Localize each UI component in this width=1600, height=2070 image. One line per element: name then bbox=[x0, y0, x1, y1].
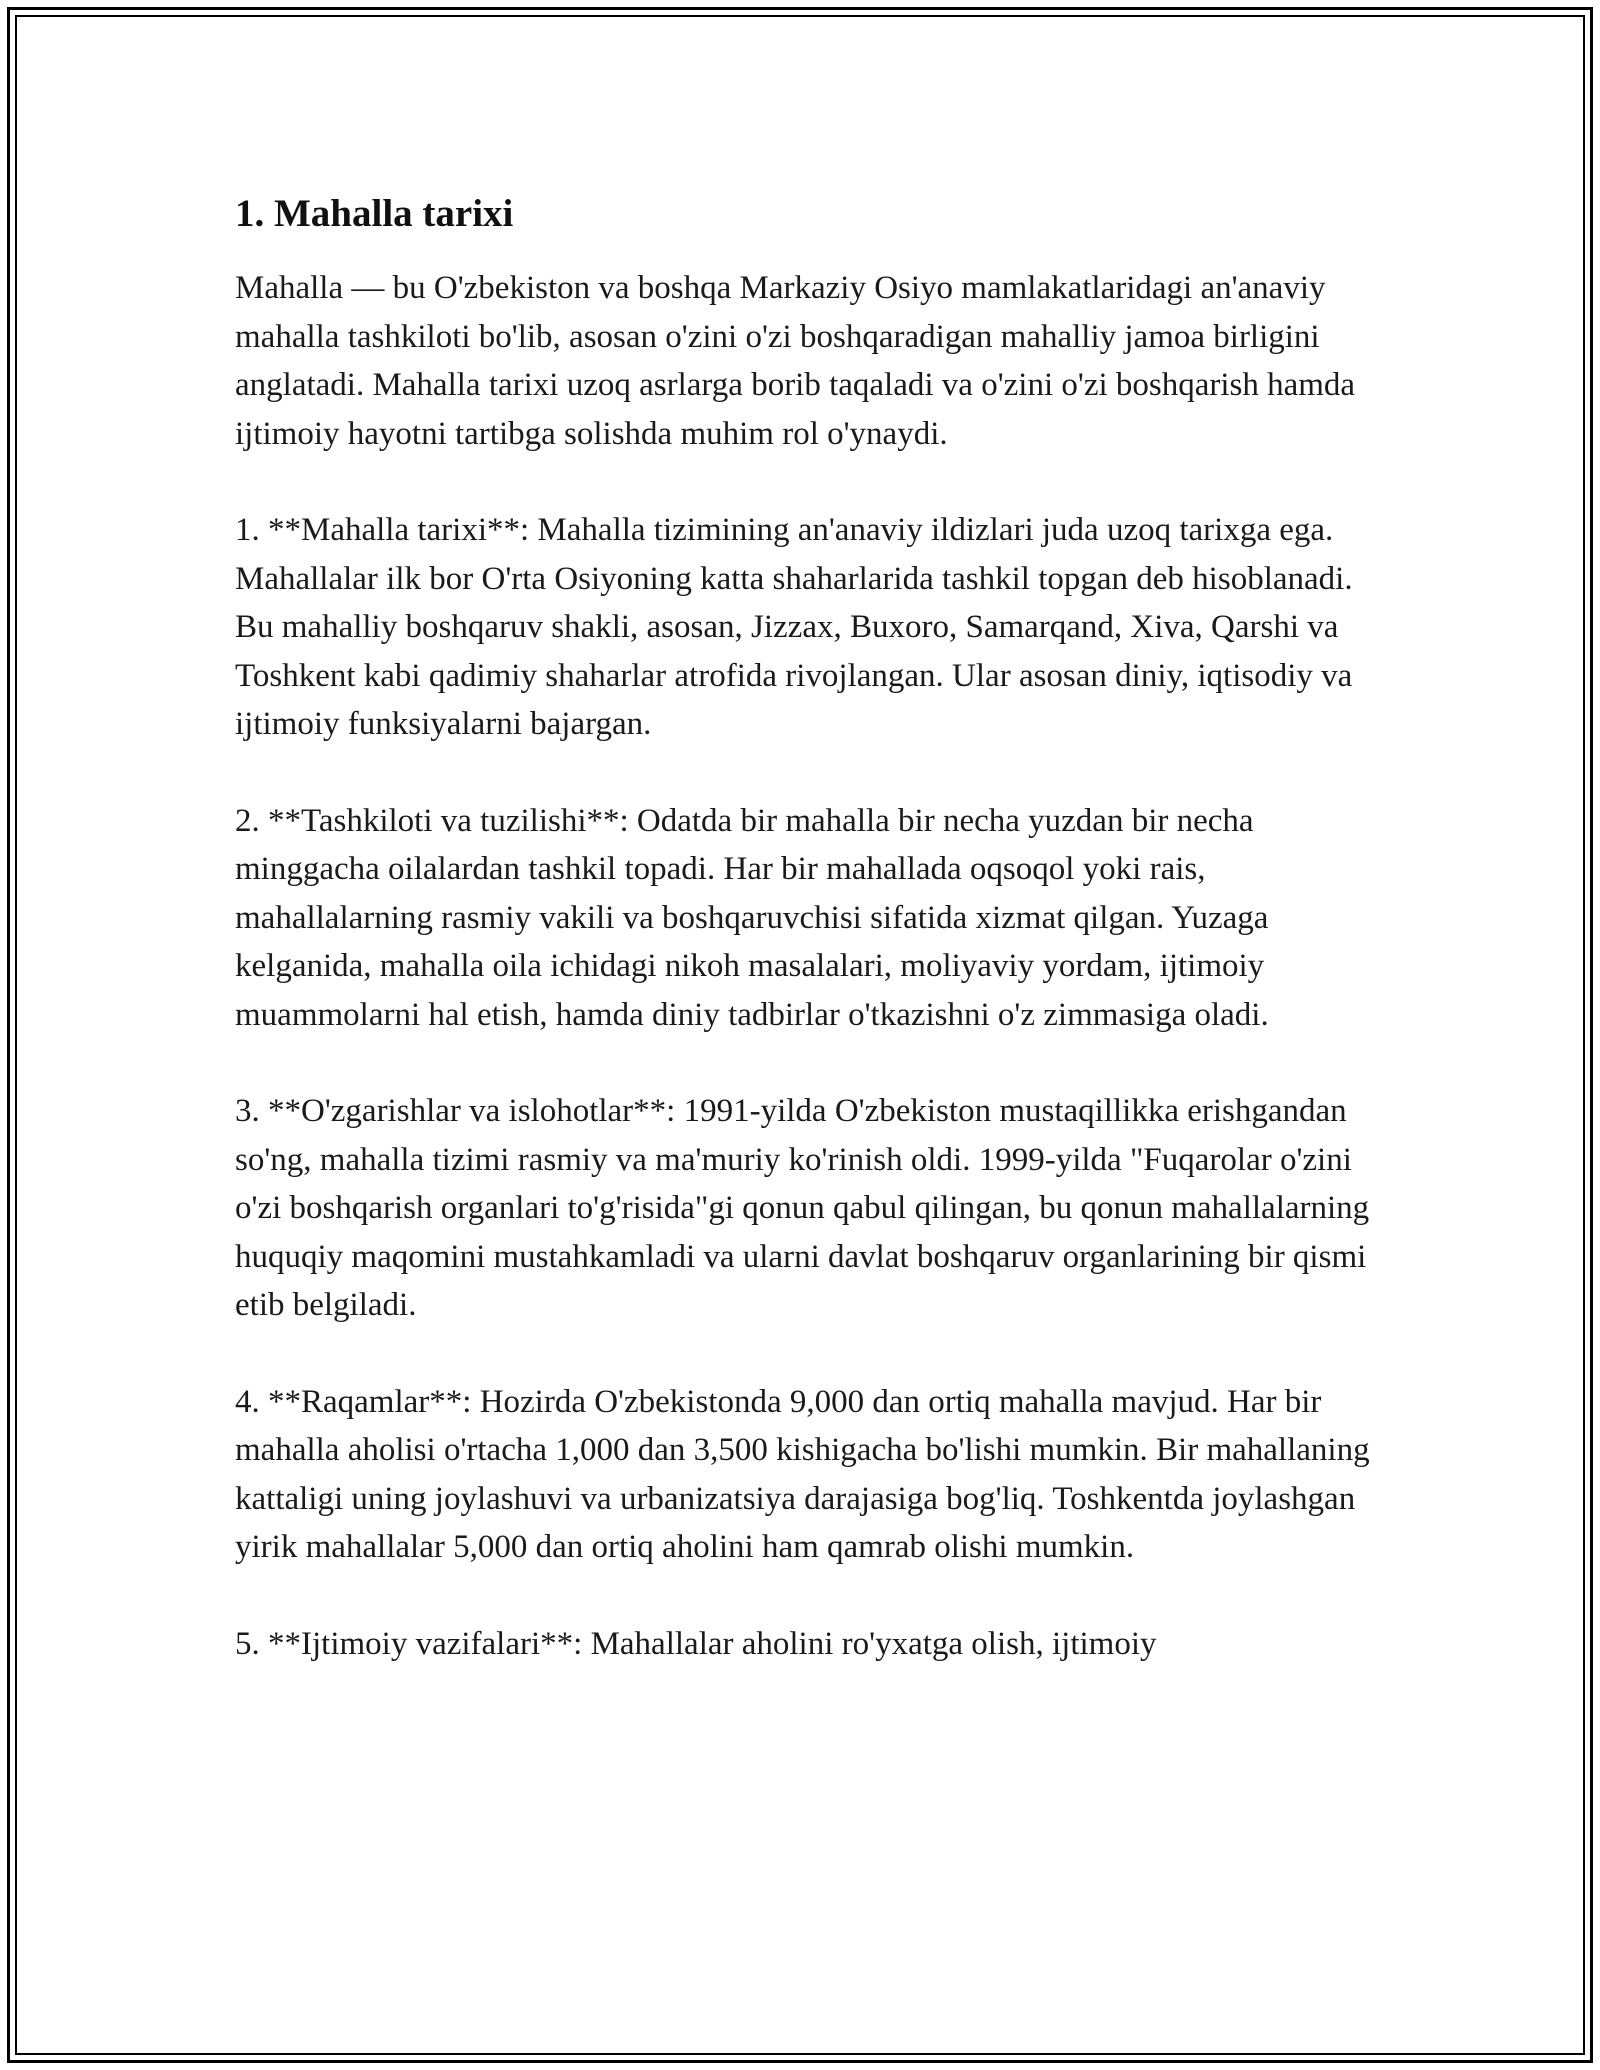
section-heading: 1. Mahalla tarixi bbox=[235, 192, 514, 235]
list-item-social-functions: 5. **Ijtimoiy vazifalari**: Mahallalar aholini ro'yxatga olish, ijtimoiy bbox=[235, 1625, 1157, 1662]
intro-paragraph: Mahalla — bu O'zbekiston va boshqa Markaziy Osiyo mamlakatlaridagi an'anaviy mahalla tashkiloti bo'lib, asosan o'zini o'zi boshqaradigan mahalliy jamoa birligini anglatadi. Mahalla tarixi uzoq asrlarga borib taqaladi va o'zini o'zi boshqarish hamda ijtimoiy hayotni tartibga solishda muhim rol o'ynaydi. bbox=[235, 270, 1356, 452]
list-item-history: 1. **Mahalla tarixi**: Mahalla tizimining an'anaviy ildizlari juda uzoq tarixga ega. Mahallalar ilk bor O'rta Osiyoning katta shaharlarida tashkil topgan deb hisoblanadi. Bu mahalliy boshqaruv shakli, asosan, Jizzax, Buxoro, Samarqand, Xiva, Qarshi va Toshkent kabi qadimiy shaharlar atrofida rivojlangan. Ular asosan diniy, iqtisodiy va ijtimoiy funksiyalarni bajargan. bbox=[235, 512, 1353, 742]
document-body bbox=[235, 188, 1385, 1716]
list-item-numbers: 4. **Raqamlar**: Hozirda O'zbekistonda 9,000 dan ortiq mahalla mavjud. Har bir mahalla aholisi o'rtacha 1,000 dan 3,500 kishigacha bo'lishi mumkin. Bir mahallaning kattaligi uning joylashuvi va urbanizatsiya darajasiga bog'liq. Toshkentda joylashgan yirik mahallalar 5,000 dan ortiq aholini ham qamrab olishi mumkin. bbox=[235, 1383, 1370, 1565]
list-item-reforms: 3. **O'zgarishlar va islohotlar**: 1991-yilda O'zbekiston mustaqillikka erishgandan so'ng, mahalla tizimi rasmiy va ma'muriy ko'rinish oldi. 1999-yilda "Fuqarolar o'zini o'zi boshqarish organlari to'g'risida"gi qonun qabul qilingan, bu qonun mahallalarning huquqiy maqomini mustahkamladi va ularni davlat boshqaruv organlarining bir qismi etib belgiladi. bbox=[235, 1093, 1370, 1323]
list-item-organization: 2. **Tashkiloti va tuzilishi**: Odatda bir mahalla bir necha yuzdan bir necha minggacha oilalardan tashkil topadi. Har bir mahallada oqsoqol yoki rais, mahallalarning rasmiy vakili va boshqaruvchisi sifatida xizmat qilgan. Yuzaga kelganida, mahalla oila ichidagi nikoh masalalari, moliyaviy yordam, ijtimoiy muammolarni hal etish, hamda diniy tadbirlar o'tkazishni o'z zimmasiga oladi. bbox=[235, 802, 1269, 1033]
